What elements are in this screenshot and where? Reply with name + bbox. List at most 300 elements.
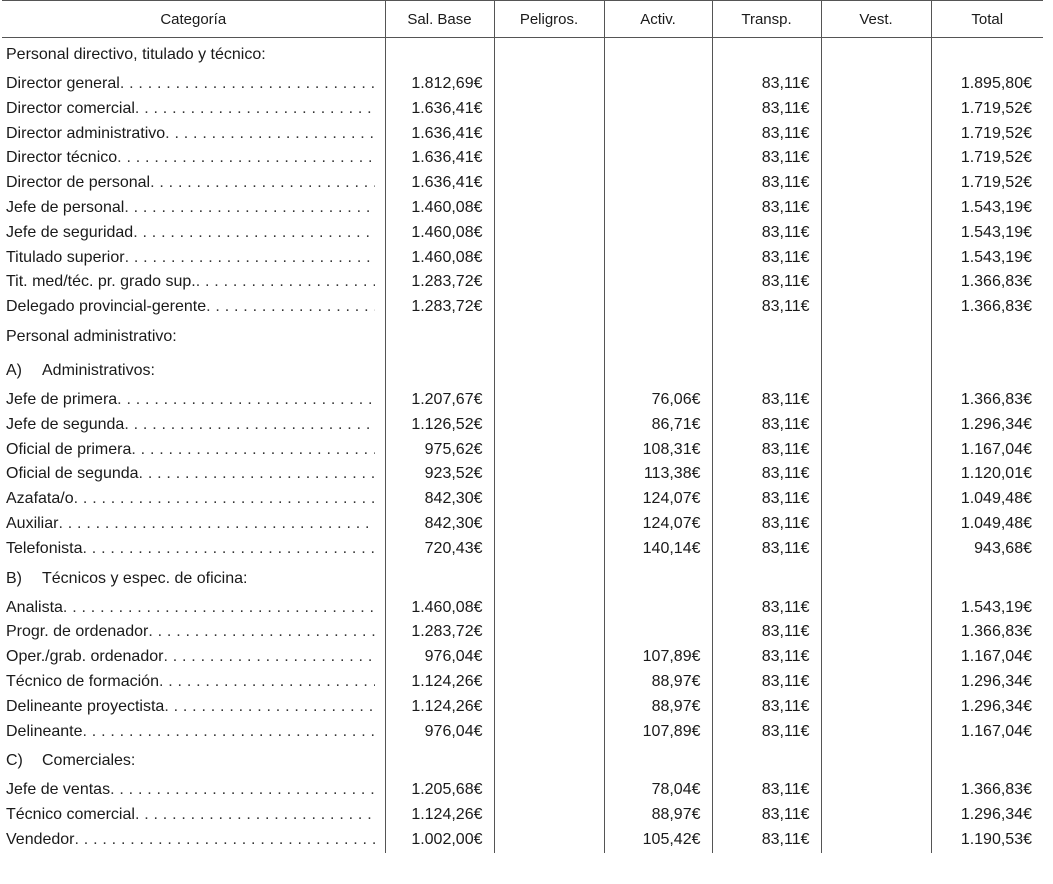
dot-leader [74, 487, 375, 512]
dot-leader [124, 413, 374, 438]
table-row [2, 596, 1043, 621]
category-label: Director general [6, 75, 120, 92]
total-cell: 1.543,19€ [931, 246, 1043, 271]
transp-cell: 83,11€ [712, 487, 821, 512]
header-peligros: Peligros. [494, 1, 604, 38]
activ-cell: 107,89€ [604, 720, 712, 745]
table-row [2, 462, 1043, 487]
peligros-cell [494, 270, 604, 295]
category-cell [2, 122, 385, 147]
empty-cell [604, 320, 712, 354]
category-label: Técnico comercial [6, 806, 135, 824]
dot-leader [83, 720, 375, 745]
sal-base-cell: 1.636,41€ [385, 122, 494, 147]
activ-cell: 124,07€ [604, 512, 712, 537]
peligros-cell [494, 645, 604, 670]
category-cell [2, 246, 385, 271]
total-cell: 1.366,83€ [931, 778, 1043, 803]
dot-leader [148, 620, 374, 645]
activ-cell: 107,89€ [604, 645, 712, 670]
sal-base-cell: 1.124,26€ [385, 670, 494, 695]
section-heading [2, 562, 385, 596]
category-label: Oper./grab. ordenador [6, 648, 164, 666]
activ-cell [604, 122, 712, 147]
section-title: Comerciales: [42, 752, 136, 770]
activ-cell [604, 221, 712, 246]
table-header [2, 1, 1043, 38]
table-row [2, 620, 1043, 645]
category-cell [2, 778, 385, 803]
empty-cell [494, 744, 604, 778]
category-label: Tit. med/téc. pr. grado sup. [6, 273, 196, 291]
peligros-cell [494, 97, 604, 122]
vest-cell [821, 388, 931, 413]
empty-cell [931, 562, 1043, 596]
section-marker: B) [6, 569, 22, 587]
transp-cell: 83,11€ [712, 270, 821, 295]
transp-cell: 83,11€ [712, 695, 821, 720]
empty-cell [931, 320, 1043, 354]
total-cell: 1.366,83€ [931, 295, 1043, 320]
sal-base-cell: 1.124,26€ [385, 803, 494, 828]
transp-cell: 83,11€ [712, 97, 821, 122]
empty-cell [385, 744, 494, 778]
category-label: Director técnico [6, 149, 118, 167]
vest-cell [821, 512, 931, 537]
empty-cell [494, 562, 604, 596]
sal-base-cell: 1.205,68€ [385, 778, 494, 803]
category-label: Delineante proyectista [6, 697, 165, 715]
vest-cell [821, 620, 931, 645]
sal-base-cell: 842,30€ [385, 487, 494, 512]
transp-cell: 83,11€ [712, 828, 821, 853]
table-row [2, 512, 1043, 537]
category-label: Jefe de seguridad [6, 223, 134, 241]
activ-cell: 124,07€ [604, 487, 712, 512]
dot-leader [150, 171, 374, 196]
peligros-cell [494, 487, 604, 512]
category-cell [2, 270, 385, 295]
transp-cell: 83,11€ [712, 596, 821, 621]
sal-base-cell: 976,04€ [385, 720, 494, 745]
transp-cell: 83,11€ [712, 221, 821, 246]
category-cell [2, 537, 385, 562]
sal-base-cell: 1.283,72€ [385, 620, 494, 645]
category-cell [2, 596, 385, 621]
category-cell [2, 487, 385, 512]
activ-cell [604, 596, 712, 621]
section-title: Administrativos: [42, 361, 155, 379]
sal-base-cell: 1.283,72€ [385, 295, 494, 320]
empty-cell [385, 354, 494, 388]
table-row [2, 388, 1043, 413]
total-cell: 1.366,83€ [931, 388, 1043, 413]
dot-leader [206, 295, 374, 320]
activ-cell: 88,97€ [604, 670, 712, 695]
section-heading [2, 38, 385, 73]
activ-cell: 88,97€ [604, 803, 712, 828]
category-label: Oficial de primera [6, 440, 132, 458]
dot-leader [117, 388, 374, 413]
total-cell: 1.366,83€ [931, 620, 1043, 645]
empty-cell [604, 354, 712, 388]
section-marker: C) [6, 752, 23, 770]
transp-cell: 83,11€ [712, 171, 821, 196]
total-cell: 1.167,04€ [931, 438, 1043, 463]
peligros-cell [494, 596, 604, 621]
total-cell: 1.296,34€ [931, 670, 1043, 695]
total-cell: 1.049,48€ [931, 487, 1043, 512]
section-heading-row [2, 320, 1043, 354]
activ-cell: 88,97€ [604, 695, 712, 720]
category-cell [2, 720, 385, 745]
vest-cell [821, 720, 931, 745]
total-cell: 1.719,52€ [931, 171, 1043, 196]
category-label: Vendedor [6, 830, 75, 848]
table-row [2, 438, 1043, 463]
peligros-cell [494, 413, 604, 438]
total-cell: 1.296,34€ [931, 803, 1043, 828]
activ-cell [604, 196, 712, 221]
table-row [2, 413, 1043, 438]
dot-leader [135, 803, 375, 828]
dot-leader [165, 122, 374, 147]
sal-base-cell: 1.124,26€ [385, 695, 494, 720]
vest-cell [821, 413, 931, 438]
table-row [2, 146, 1043, 171]
category-label: Oficial de segunda [6, 465, 139, 483]
sal-base-cell: 720,43€ [385, 537, 494, 562]
activ-cell: 86,71€ [604, 413, 712, 438]
salary-table [2, 0, 1043, 853]
activ-cell: 108,31€ [604, 438, 712, 463]
empty-cell [385, 562, 494, 596]
table-row [2, 221, 1043, 246]
category-label: Analista [6, 598, 63, 616]
sal-base-cell: 1.636,41€ [385, 97, 494, 122]
category-cell [2, 72, 385, 97]
transp-cell: 83,11€ [712, 512, 821, 537]
empty-cell [821, 562, 931, 596]
peligros-cell [494, 462, 604, 487]
vest-cell [821, 596, 931, 621]
category-label: Progr. de ordenador [6, 623, 149, 641]
transp-cell: 83,11€ [712, 778, 821, 803]
peligros-cell [494, 171, 604, 196]
empty-cell [821, 744, 931, 778]
header-activ: Activ. [604, 1, 712, 38]
vest-cell [821, 438, 931, 463]
category-cell [2, 670, 385, 695]
transp-cell: 83,11€ [712, 72, 821, 97]
dot-leader [125, 246, 375, 271]
peligros-cell [494, 778, 604, 803]
category-cell [2, 171, 385, 196]
sal-base-cell: 1.636,41€ [385, 146, 494, 171]
sal-base-cell: 1.460,08€ [385, 246, 494, 271]
table-row [2, 270, 1043, 295]
transp-cell: 83,11€ [712, 645, 821, 670]
total-cell: 1.296,34€ [931, 695, 1043, 720]
dot-leader [159, 670, 375, 695]
sal-base-cell: 975,62€ [385, 438, 494, 463]
empty-cell [604, 562, 712, 596]
dot-leader [124, 196, 374, 221]
empty-cell [494, 38, 604, 73]
vest-cell [821, 97, 931, 122]
peligros-cell [494, 695, 604, 720]
vest-cell [821, 695, 931, 720]
activ-cell [604, 171, 712, 196]
category-cell [2, 645, 385, 670]
dot-leader [83, 537, 375, 562]
category-cell [2, 828, 385, 853]
peligros-cell [494, 720, 604, 745]
peligros-cell [494, 388, 604, 413]
vest-cell [821, 72, 931, 97]
category-cell [2, 413, 385, 438]
peligros-cell [494, 438, 604, 463]
table-row [2, 803, 1043, 828]
empty-cell [712, 354, 821, 388]
peligros-cell [494, 146, 604, 171]
category-cell [2, 512, 385, 537]
vest-cell [821, 803, 931, 828]
empty-cell [712, 320, 821, 354]
table-row [2, 828, 1043, 853]
dot-leader [58, 512, 374, 537]
sal-base-cell: 1.283,72€ [385, 270, 494, 295]
total-cell: 1.719,52€ [931, 146, 1043, 171]
vest-cell [821, 645, 931, 670]
category-cell [2, 295, 385, 320]
activ-cell [604, 146, 712, 171]
transp-cell: 83,11€ [712, 462, 821, 487]
category-label: Director comercial [6, 99, 135, 117]
total-cell: 1.543,19€ [931, 596, 1043, 621]
total-cell: 1.120,01€ [931, 462, 1043, 487]
transp-cell: 83,11€ [712, 122, 821, 147]
total-cell: 1.049,48€ [931, 512, 1043, 537]
total-cell: 1.167,04€ [931, 720, 1043, 745]
total-cell: 1.366,83€ [931, 270, 1043, 295]
dot-leader [117, 146, 374, 171]
peligros-cell [494, 803, 604, 828]
transp-cell: 83,11€ [712, 803, 821, 828]
empty-cell [604, 38, 712, 73]
vest-cell [821, 487, 931, 512]
activ-cell: 140,14€ [604, 537, 712, 562]
sal-base-cell: 976,04€ [385, 645, 494, 670]
empty-cell [494, 320, 604, 354]
transp-cell: 83,11€ [712, 146, 821, 171]
sal-base-cell: 1.126,52€ [385, 413, 494, 438]
vest-cell [821, 146, 931, 171]
section-heading-row [2, 354, 1043, 388]
empty-cell [385, 38, 494, 73]
category-cell [2, 620, 385, 645]
dot-leader [135, 97, 375, 122]
dot-leader [133, 221, 374, 246]
category-label: Jefe de personal [6, 198, 125, 216]
total-cell: 1.190,53€ [931, 828, 1043, 853]
total-cell: 1.543,19€ [931, 221, 1043, 246]
empty-cell [821, 38, 931, 73]
category-label: Delegado provincial-gerente [6, 298, 207, 316]
activ-cell: 105,42€ [604, 828, 712, 853]
dot-leader [75, 828, 375, 853]
category-label: Jefe de primera [6, 390, 118, 408]
vest-cell [821, 196, 931, 221]
transp-cell: 83,11€ [712, 413, 821, 438]
table-row [2, 537, 1043, 562]
section-title: Personal directivo, titulado y técnico: [6, 46, 266, 63]
section-heading [2, 744, 385, 778]
transp-cell: 83,11€ [712, 438, 821, 463]
peligros-cell [494, 512, 604, 537]
peligros-cell [494, 246, 604, 271]
total-cell: 943,68€ [931, 537, 1043, 562]
sal-base-cell: 1.636,41€ [385, 171, 494, 196]
table-row [2, 97, 1043, 122]
activ-cell [604, 72, 712, 97]
vest-cell [821, 295, 931, 320]
section-heading-row [2, 38, 1043, 73]
empty-cell [712, 38, 821, 73]
dot-leader [196, 270, 375, 295]
vest-cell [821, 537, 931, 562]
empty-cell [821, 320, 931, 354]
section-heading-row [2, 744, 1043, 778]
total-cell: 1.296,34€ [931, 413, 1043, 438]
activ-cell [604, 295, 712, 320]
total-cell: 1.719,52€ [931, 97, 1043, 122]
category-label: Jefe de ventas [6, 781, 111, 799]
activ-cell: 78,04€ [604, 778, 712, 803]
section-heading [2, 354, 385, 388]
activ-cell [604, 246, 712, 271]
table-row [2, 778, 1043, 803]
transp-cell: 83,11€ [712, 388, 821, 413]
category-label: Director administrativo [6, 124, 166, 142]
peligros-cell [494, 828, 604, 853]
peligros-cell [494, 295, 604, 320]
section-heading-row [2, 562, 1043, 596]
header-row [2, 1, 1043, 38]
table-row [2, 295, 1043, 320]
category-cell [2, 196, 385, 221]
peligros-cell [494, 72, 604, 97]
transp-cell: 83,11€ [712, 720, 821, 745]
header-total: Total [931, 1, 1043, 38]
dot-leader [163, 645, 374, 670]
sal-base-cell: 1.207,67€ [385, 388, 494, 413]
table-row [2, 72, 1043, 97]
vest-cell [821, 462, 931, 487]
peligros-cell [494, 122, 604, 147]
dot-leader [164, 695, 374, 720]
activ-cell [604, 270, 712, 295]
sal-base-cell: 923,52€ [385, 462, 494, 487]
category-cell [2, 462, 385, 487]
table-row [2, 670, 1043, 695]
peligros-cell [494, 196, 604, 221]
peligros-cell [494, 620, 604, 645]
header-categoria: Categoría [2, 1, 385, 38]
table-row [2, 246, 1043, 271]
category-cell [2, 221, 385, 246]
transp-cell: 83,11€ [712, 196, 821, 221]
peligros-cell [494, 670, 604, 695]
category-label: Auxiliar [6, 514, 59, 532]
category-cell [2, 438, 385, 463]
transp-cell: 83,11€ [712, 670, 821, 695]
vest-cell [821, 828, 931, 853]
category-label: Telefonista [6, 539, 83, 557]
activ-cell: 113,38€ [604, 462, 712, 487]
dot-leader [139, 462, 375, 487]
activ-cell: 76,06€ [604, 388, 712, 413]
transp-cell: 83,11€ [712, 620, 821, 645]
dot-leader [110, 778, 374, 803]
table-row [2, 487, 1043, 512]
sal-base-cell: 1.812,69€ [385, 72, 494, 97]
activ-cell [604, 620, 712, 645]
activ-cell [604, 97, 712, 122]
category-label: Titulado superior [6, 248, 125, 266]
category-label: Delineante [6, 722, 83, 740]
section-heading [2, 320, 385, 354]
sal-base-cell: 1.002,00€ [385, 828, 494, 853]
dot-leader [120, 72, 375, 97]
peligros-cell [494, 221, 604, 246]
category-cell [2, 97, 385, 122]
peligros-cell [494, 537, 604, 562]
category-cell [2, 146, 385, 171]
header-transp: Transp. [712, 1, 821, 38]
table-row [2, 196, 1043, 221]
vest-cell [821, 171, 931, 196]
dot-leader [63, 596, 375, 621]
category-cell [2, 803, 385, 828]
empty-cell [712, 744, 821, 778]
category-label: Director de personal [6, 174, 151, 192]
empty-cell [385, 320, 494, 354]
category-label: Azafata/o [6, 490, 74, 508]
table-row [2, 695, 1043, 720]
section-title: Personal administrativo: [6, 327, 177, 345]
section-title: Técnicos y espec. de oficina: [42, 569, 248, 587]
sal-base-cell: 1.460,08€ [385, 221, 494, 246]
empty-cell [931, 38, 1043, 73]
vest-cell [821, 270, 931, 295]
sal-base-cell: 1.460,08€ [385, 596, 494, 621]
dot-leader [131, 438, 374, 463]
empty-cell [712, 562, 821, 596]
transp-cell: 83,11€ [712, 295, 821, 320]
category-label: Técnico de formación [6, 672, 159, 690]
header-vest: Vest. [821, 1, 931, 38]
transp-cell: 83,11€ [712, 246, 821, 271]
empty-cell [604, 744, 712, 778]
section-marker: A) [6, 361, 22, 379]
vest-cell [821, 221, 931, 246]
empty-cell [931, 354, 1043, 388]
vest-cell [821, 670, 931, 695]
table-row [2, 645, 1043, 670]
transp-cell: 83,11€ [712, 537, 821, 562]
vest-cell [821, 122, 931, 147]
